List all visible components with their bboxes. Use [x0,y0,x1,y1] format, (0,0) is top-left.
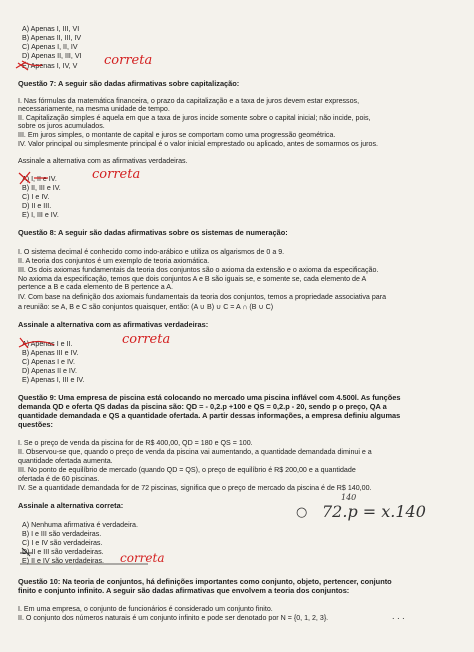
q6-option-d: D) Apenas II, III, VI [22,52,82,60]
q6-option-e: E) Apenas I, IV, V [22,62,78,70]
q7-option-d: D) II e III. [22,202,52,210]
q8-statement-3b: No axioma da especificação, temos que dois conjuntos A e B são iguais se, e somente se, cada elemento de A [18,275,367,283]
q9-prompt: Assinale a alternativa correta: [18,501,124,510]
q8-selected-mark [16,335,56,351]
q9-handwritten-circle: ○ [296,505,308,520]
q8-option-e: E) Apenas I, III e IV. [22,376,85,384]
q7-statement-4: IV. Valor principal ou simplesmente principal é o valor inicial emprestado ou aplicado, antes de somarmos os juros. [18,140,378,148]
q10-title-1: Questão 10: Na teoria de conjuntos, há definições importantes como conjunto, objeto, pertencer, conjunto [18,577,392,586]
q10-title-2: finito e conjunto infinito. A seguir são dadas afirmativas que envolvem a teoria dos conjuntos: [18,586,350,595]
q8-statement-3c: pertence a B e cada elemento de B pertence a A. [18,283,173,291]
q9-handwritten-calculation: 72.p = x.140 [322,502,426,521]
q7-statement-2a: II. Capitalização simples é aquela em que a taxa de juros incide somente sobre o capital inicial; não incide, pois, [18,114,371,122]
q9-handwritten-note-small: 140 [341,493,357,502]
q8-statement-4a: IV. Com base na definição dos axiomais fundamentais da teoria dos conjuntos, temos a propriedade associativa para [18,293,387,301]
q7-option-b: B) II, III e IV. [22,184,61,192]
q9-option-e: E) II e IV são verdadeiras. [22,557,105,565]
q8-statement-1: I. O sistema decimal é conhecido como indo-arábico e utiliza os algarismos de 0 a 9. [18,248,285,256]
q8-statement-2: II. A teoria dos conjuntos é um exemplo de teoria axiomática. [18,257,210,265]
q9-statement-4: IV. Se a quantidade demandada for de 72 piscinas, significa que o preço de mercado da piscina é de R$ 140,00. [18,484,372,492]
q8-correct-mark: correta [122,332,171,347]
q9-title-4: questões: [18,420,53,429]
q7-statement-3: III. Em juros simples, o montante de capital e juros se comportam como uma progressão geométrica. [18,131,336,139]
q9-title-3: quantidade demandada e QS a quantidade ofertada. A partir dessas informações, a empresa definiu algumas [18,411,401,420]
q8-prompt: Assinale a alternativa com as afirmativas verdadeiras: [18,320,209,329]
q9-title-1: Questão 9: Uma empresa de piscina está colocando no mercado uma piscina inflável com 4.500l. As funções [18,393,401,402]
q9-statement-3b: ofertada é de 60 piscinas. [18,475,100,483]
q6-option-a: A) Apenas I, III, VI [22,25,80,33]
q8-option-c: C) Apenas I e IV. [22,358,75,366]
q9-title-2: demanda QD e oferta QS dadas da piscina são: QD = - 0,2.p +100 e QS = 0,2.p - 20, sendo p o preço, QA a [18,402,387,411]
q9-statement-2b: quantidade ofertada aumenta. [18,457,113,465]
q9-statement-1: I. Se o preço de venda da piscina for de R$ 400,00, QD = 180 e QS = 100. [18,439,253,447]
q7-option-c: C) I e IV. [22,193,50,201]
q10-handwritten-dots: . . . [392,612,405,621]
q9-option-c: C) I e IV são verdadeiras. [22,539,103,547]
q7-title: Questão 7: A seguir são dadas afirmativas sobre capitalização: [18,79,240,88]
q10-statement-2: II. O conjunto dos números naturais é um conjunto infinito e pode ser denotado por N = {0, 1, 2, 3}. [18,614,329,622]
q6-correct-mark: correta [104,53,153,68]
q9-statement-3a: III. No ponto de equilíbrio de mercado (quando QD = QS), o preço de equilíbrio é R$ 200,00 e a quantidade [18,466,356,474]
q8-option-b: B) Apenas III e IV. [22,349,79,357]
q10-statement-1: I. Em uma empresa, o conjunto de funcionários é considerado um conjunto finito. [18,605,273,613]
q9-option-a: A) Nenhuma afirmativa é verdadeira. [22,521,138,529]
q7-selected-mark [16,170,50,186]
q7-statement-2b: sobre os juros acumulados. [18,122,105,130]
q7-statement-1b: necessariamente, na mesma unidade de tempo. [18,105,170,113]
q9-option-b: B) I e III são verdadeiras. [22,530,102,538]
q6-option-c: C) Apenas I, II, IV [22,43,78,51]
q9-correct-mark: correta [120,551,165,565]
q6-option-b: B) Apenas II, III, IV [22,34,82,42]
q7-option-e: E) I, III e IV. [22,211,59,219]
q9-option-d: D) II e III são verdadeiras. [22,548,104,556]
q7-prompt: Assinale a alternativa com as afirmativas verdadeiras. [18,157,188,165]
q8-option-a: A) Apenas I e II. [22,340,73,348]
q8-title: Questão 8: A seguir são dadas afirmativas sobre os sistemas de numeração: [18,228,288,237]
q8-option-d: D) Apenas II e IV. [22,367,77,375]
q7-option-a: A) I, II e IV. [22,175,57,183]
q6-scribble-mark [14,59,44,73]
q8-statement-3a: III. Os dois axiomas fundamentais da teoria dos conjuntos são o axioma da extensão e o axioma da especificação. [18,266,379,274]
q8-statement-4b: a reunião: se A, B e C são conjuntos quaisquer, então: (A ∪ B) ∪ C = A ∩ (B ∪ C) [18,303,274,311]
q7-correct-mark: correta [92,167,141,182]
q7-statement-1a: I. Nas fórmulas da matemática financeira, o prazo da capitalização e a taxa de juros devem estar expressos, [18,97,360,105]
q9-statement-2a: II. Observou-se que, quando o preço de venda da piscina vai aumentando, a quantidade demandada diminui e a [18,448,372,456]
